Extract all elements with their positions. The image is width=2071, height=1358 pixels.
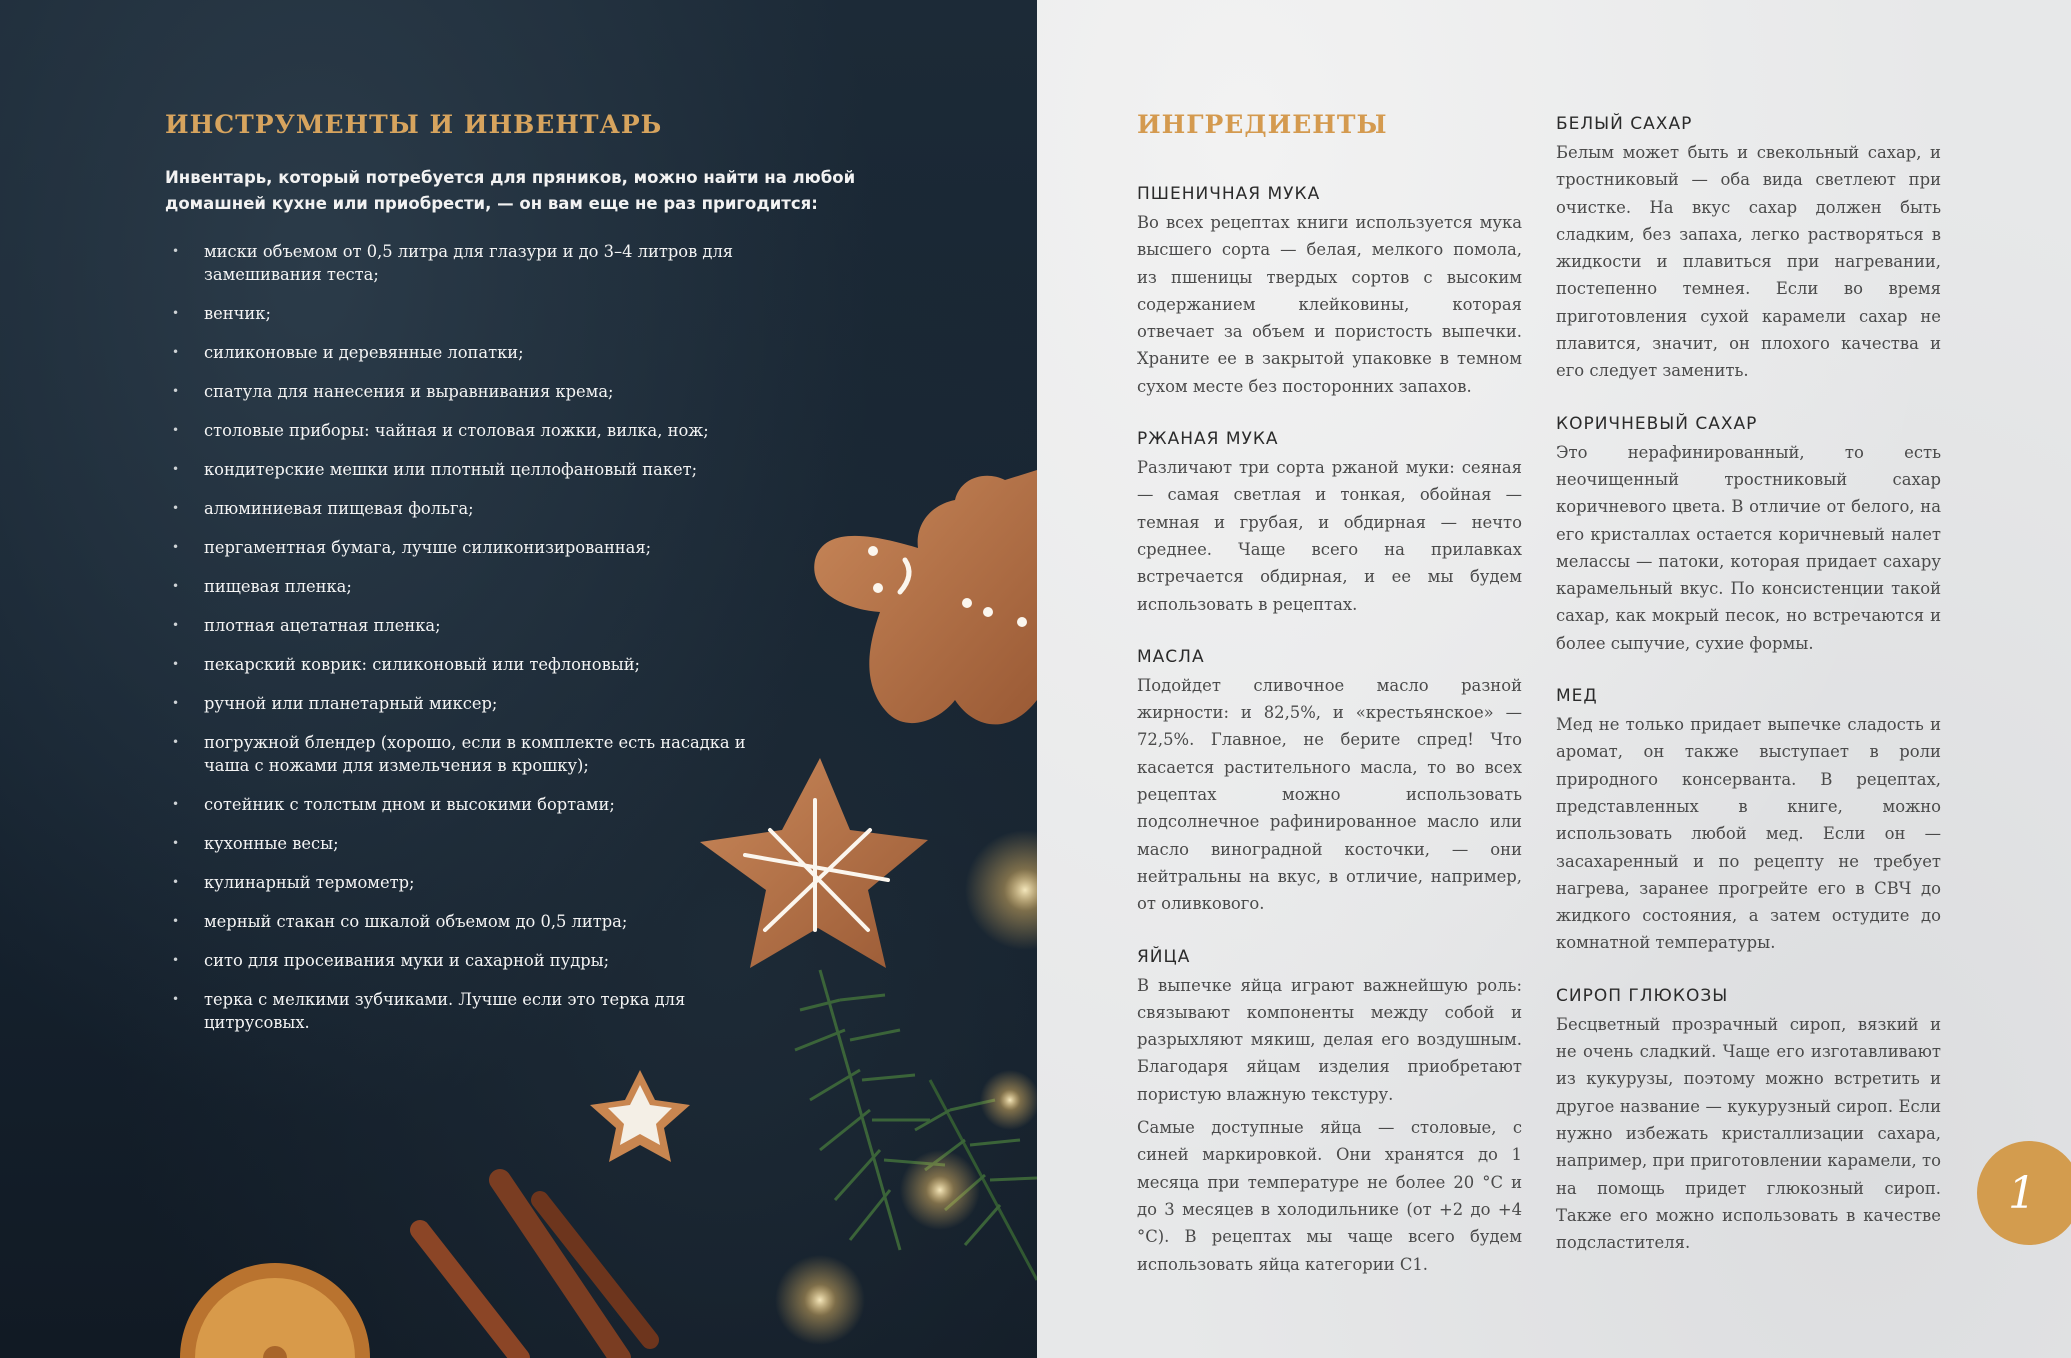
tool-list-item: • мерный стакан со шкалой объемом до 0,5 литра; [165, 910, 765, 933]
ingredient-heading: МАСЛА [1137, 646, 1205, 667]
ingredient-section [1137, 946, 1522, 1278]
ingredient-heading: ПШЕНИЧНАЯ МУКА [1137, 184, 1321, 204]
ingredient-heading: КОРИЧНЕВЫЙ САХАР [1556, 413, 1758, 434]
ingredient-heading: РЖАНАЯ МУКА [1137, 429, 1279, 450]
ingredient-description: Различают три сорта ржаной муки: сеяная — самая светлая и тонкая, обойная — темная и грубая, и обдирная — нечто среднее. Чаще всего на прилавках встречается обдирная, и ее мы будем использовать в рецептах. [1137, 458, 1522, 614]
ingredient-description: Белым может быть и свекольный сахар, и тростниковый — оба вида светлеют при очистке. На вкус сахар должен быть сладким, без запаха, легко растворяться в жидкости и плавиться при нагревании, постепенно темнея. Если во время приготовления сухой карамели сахар не плавится, значит, он плохого качества и его следует заменить. [1556, 143, 1941, 381]
page-number-badge: 1 [1977, 1141, 2071, 1245]
ingredient-description: Подойдет сливочное масло разной жирности: и 82,5%, и «крестьянское» — 72,5%. Главное, не берите спред! Что касается растительного масла, то во всех рецептах можно использовать подсолнечное рафинированное масло или масло виноградной косточки, — они нейтральны на вкус, в отличие, например, от оливкового. [1137, 675, 1522, 914]
tool-list-item: • сотейник с толстым дном и высокими бортами; [165, 793, 765, 816]
ingredient-section [1556, 413, 1941, 657]
ingredient-heading: ЯЙЦА [1137, 946, 1191, 967]
ingredient-description: В выпечке яйца играют важнейшую роль: связывают компоненты между собой и разрыхляют мякиш, делая его воздушным. Благодаря яйцам изделия приобретают пористую влажную текстуру. [1137, 975, 1522, 1104]
ingredient-heading: БЕЛЫЙ САХАР [1556, 114, 1693, 134]
tools-heading: ИНСТРУМЕНТЫ И ИНВЕНТАРЬ [165, 110, 663, 139]
ingredient-description: Мед не только придает выпечке сладость и аромат, он также выступает в роли природного консерванта. В рецептах, представленных в книге, можно использовать любой мед. Если он — засахаренный и по рецепту не требует нагрева, заранее прогрейте его в СВЧ до жидкого состояния, а затем остудите до комнатной температуры. [1556, 715, 1941, 953]
gingerbread-man-cookie [814, 470, 1037, 724]
ingredients-heading: ИНГРЕДИЕНТЫ [1137, 110, 1388, 139]
ingredient-description: Во всех рецептах книги используется мука высшего сорта — белая, мелкого помола, из пшеницы твердых сортов с высоким содержанием клейковины, которая отвечает за объем и пористость выпечки. Храните ее в закрытой упаковке в темном сухом месте без посторонних запахов. [1137, 213, 1522, 396]
cinnamon-sticks [420, 1180, 650, 1358]
tool-list-item: • ручной или планетарный миксер; [165, 692, 765, 715]
tool-list-item: • кулинарный термометр; [165, 871, 765, 894]
tool-list-item: • пекарский коврик: силиконовый или тефлоновый; [165, 653, 765, 676]
tool-list-item: • миски объемом от 0,5 литра для глазури и до 3–4 литров для замешивания теста; [165, 240, 765, 286]
ingredient-section [1137, 428, 1522, 618]
tool-list-item: • столовые приборы: чайная и столовая ложки, вилка, нож; [165, 419, 765, 442]
ingredient-description: Самые доступные яйца — столовые, с синей маркировкой. Они хранятся до 1 месяца при температуре не более 20 °С и до 3 месяцев в холодильнике (от +2 до +4 °С). В рецептах мы чаще всего будем использовать яйца категории С1. [1137, 1118, 1522, 1274]
ingredient-section [1556, 985, 1941, 1257]
tool-list-item: • кухонные весы; [165, 832, 765, 855]
ingredient-description: Это нерафинированный, то есть неочищенный тростниковый сахар коричневого цвета. В отличие от белого, на его кристаллах остается коричневый налет мелассы — патоки, которая придает сахару карамельный вкус. По консистенции такой сахар, как мокрый песок, но встречаются и более сыпучие, сухие формы. [1556, 442, 1941, 653]
tool-list-item: • пергаментная бумага, лучше силиконизированная; [165, 536, 765, 559]
ingredient-heading: МЕД [1556, 686, 1598, 707]
tool-list-item: • сито для просеивания муки и сахарной пудры; [165, 949, 765, 972]
tool-list-item: • терка с мелкими зубчиками. Лучше если это терка для цитрусовых. [165, 988, 765, 1034]
ingredient-section [1556, 113, 1941, 385]
ingredients-column-left [1137, 183, 1522, 1306]
small-star-cookie [590, 1070, 690, 1162]
ingredient-section [1137, 646, 1522, 918]
ingredient-section [1137, 183, 1522, 400]
tool-list-item: • силиконовые и деревянные лопатки; [165, 341, 765, 364]
tool-list-item: • спатула для нанесения и выравнивания крема; [165, 380, 765, 403]
tool-list-item: • алюминиевая пищевая фольга; [165, 497, 765, 520]
tool-list-item: • пищевая пленка; [165, 575, 765, 598]
tools-list [165, 240, 765, 1050]
ingredient-description: Бесцветный прозрачный сироп, вязкий и не очень сладкий. Чаще его изготавливают из кукурузы, поэтому можно встретить и другое название — кукурузный сироп. Если нужно избежать кристаллизации сахара, например, при приготовлении карамели, то на помощь придет глюкозный сироп. Также его можно использовать в качестве подсластителя. [1556, 1014, 1941, 1253]
tool-list-item: • плотная ацетатная пленка; [165, 614, 765, 637]
tool-list-item: • венчик; [165, 302, 765, 325]
ingredient-heading: СИРОП ГЛЮКОЗЫ [1556, 985, 1729, 1006]
ingredient-section [1556, 685, 1941, 957]
tools-intro: Инвентарь, который потребуется для пряников, можно найти на любой домашней кухне или приобрести, — он вам еще не раз пригодится: [165, 168, 856, 213]
tool-list-item: • погружной блендер (хорошо, если в комплекте есть насадка и чаша с ножами для измельчения в крошку); [165, 731, 765, 777]
ingredients-column-right [1556, 113, 1941, 1284]
tool-list-item: • кондитерские мешки или плотный целлофановый пакет; [165, 458, 765, 481]
dried-orange-slice [180, 1263, 370, 1358]
